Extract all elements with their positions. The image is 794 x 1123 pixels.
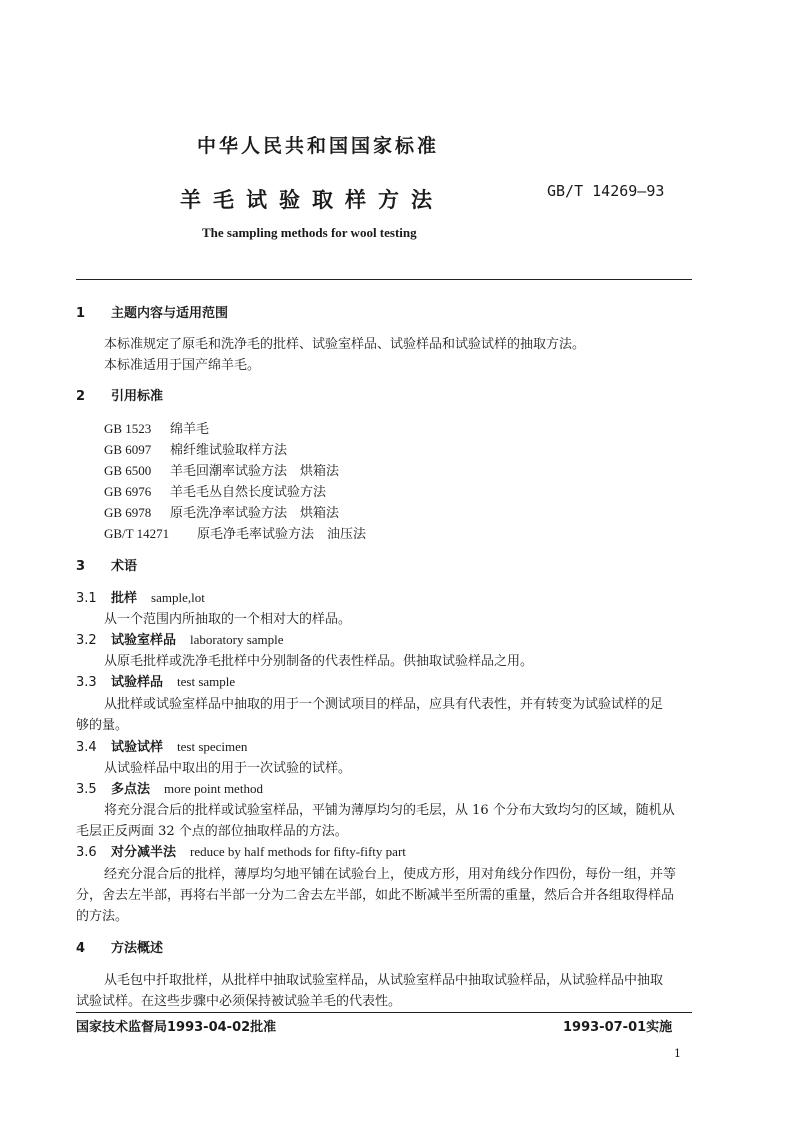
term-number: 3.6 — [76, 845, 97, 860]
reference-item — [104, 481, 326, 500]
reference-item — [104, 460, 339, 479]
reference-title: 绵羊毛 — [170, 422, 210, 437]
reference-code: GB 1523 — [104, 421, 152, 436]
term-3-5 — [76, 778, 263, 797]
term-chinese: 试验室样品 — [111, 633, 177, 648]
section-4-paragraph: 从毛包中扦取批样，从批样中抽取试验室样品，从试验室样品中抽取试验样品，从试验样品中抽取 — [104, 973, 664, 988]
reference-code: GB/T 14271 — [104, 526, 170, 541]
term-chinese: 多点法 — [111, 782, 151, 797]
term-chinese: 试验试样 — [111, 740, 164, 755]
implementation-date: 1993-07-01实施 — [563, 1020, 673, 1035]
footer-divider — [76, 1012, 692, 1013]
term-english: more point method — [164, 781, 263, 796]
term-definition-continued: 分，舍去左半部，再将右半部一分为二舍去左半部，如此不断减半至所需的重量，然后合并各组取得样品 — [76, 888, 675, 903]
approval-date: 国家技术监督局1993-04-02批准 — [76, 1020, 277, 1035]
term-3-6 — [76, 841, 406, 860]
term-3-4 — [76, 736, 247, 755]
term-number: 3.1 — [76, 591, 97, 606]
term-definition: 将充分混合后的批样或试验室样品，平铺为薄厚均匀的毛层，从 16 个分布大致均匀的区域，随机从 — [104, 803, 675, 818]
section-2-heading — [76, 385, 163, 404]
reference-item — [104, 439, 287, 458]
term-english: test specimen — [177, 739, 248, 754]
term-definition: 经充分混合后的批样，薄厚均匀地平铺在试验台上，使成方形，用对角线分作四份，每份一组，并等 — [104, 867, 677, 882]
term-english: sample,lot — [151, 590, 205, 605]
section-title: 术语 — [111, 559, 138, 574]
reference-code: GB 6097 — [104, 442, 152, 457]
section-number: 2 — [76, 389, 86, 404]
term-definition-continued: 够的量。 — [76, 718, 129, 733]
term-number: 3.3 — [76, 675, 97, 690]
term-definition: 从批样或试验室样品中抽取的用于一个测试项目的样品，应具有代表性，并有转变为试验试样的足 — [104, 697, 664, 712]
reference-item — [104, 523, 366, 542]
reference-item — [104, 418, 209, 437]
section-4-heading — [76, 937, 163, 956]
reference-title: 原毛洗净率试验方法 烘箱法 — [170, 506, 340, 521]
section-number: 4 — [76, 941, 86, 956]
term-english: test sample — [177, 674, 236, 689]
term-definition-continued: 的方法。 — [76, 909, 129, 924]
term-english: laboratory sample — [190, 632, 284, 647]
term-3-3 — [76, 671, 235, 690]
section-title: 方法概述 — [111, 941, 164, 956]
reference-code: GB 6978 — [104, 505, 152, 520]
document-title: 羊毛试验取样方法 — [180, 188, 444, 212]
term-definition: 从原毛批样或洗净毛批样中分别制备的代表性样品。供抽取试验样品之用。 — [104, 654, 534, 669]
section-1-heading — [76, 302, 228, 321]
term-number: 3.4 — [76, 740, 97, 755]
standard-type: 中华人民共和国国家标准 — [196, 135, 439, 157]
term-3-1 — [76, 587, 205, 606]
term-english: reduce by half methods for fifty-fifty part — [190, 844, 406, 859]
section-title: 引用标准 — [111, 389, 164, 404]
reference-item — [104, 502, 339, 521]
section-1-paragraph-1: 本标准规定了原毛和洗净毛的批样、试验室样品、试验样品和试验试样的抽取方法。 — [104, 337, 586, 352]
term-number: 3.5 — [76, 782, 97, 797]
standard-number: GB/T 14269—93 — [547, 182, 665, 200]
section-title: 主题内容与适用范围 — [111, 306, 229, 321]
term-definition: 从一个范围内所抽取的一个相对大的样品。 — [104, 612, 352, 627]
term-number: 3.2 — [76, 633, 97, 648]
reference-title: 羊毛毛丛自然长度试验方法 — [170, 485, 327, 500]
section-number: 1 — [76, 306, 86, 321]
term-3-2 — [76, 629, 284, 648]
reference-title: 棉纤维试验取样方法 — [170, 443, 288, 458]
reference-code: GB 6500 — [104, 463, 152, 478]
term-chinese: 批样 — [111, 591, 138, 606]
reference-code: GB 6976 — [104, 484, 152, 499]
term-chinese: 试验样品 — [111, 675, 164, 690]
section-1-paragraph-2: 本标准适用于国产绵羊毛。 — [104, 358, 261, 373]
section-number: 3 — [76, 559, 86, 574]
term-chinese: 对分减半法 — [111, 845, 177, 860]
page-number: 1 — [674, 1047, 681, 1060]
reference-title: 原毛净毛率试验方法 油压法 — [197, 527, 367, 542]
english-title: The sampling methods for wool testing — [202, 225, 417, 240]
header-divider — [76, 279, 692, 280]
term-definition: 从试验样品中取出的用于一次试验的试样。 — [104, 761, 352, 776]
reference-title: 羊毛回潮率试验方法 烘箱法 — [170, 464, 340, 479]
term-definition-continued: 毛层正反两面 32 个点的部位抽取样品的方法。 — [76, 824, 348, 839]
section-4-paragraph-continued: 试验试样。在这些步骤中必须保持被试验羊毛的代表性。 — [76, 994, 402, 1009]
section-3-heading — [76, 555, 137, 574]
